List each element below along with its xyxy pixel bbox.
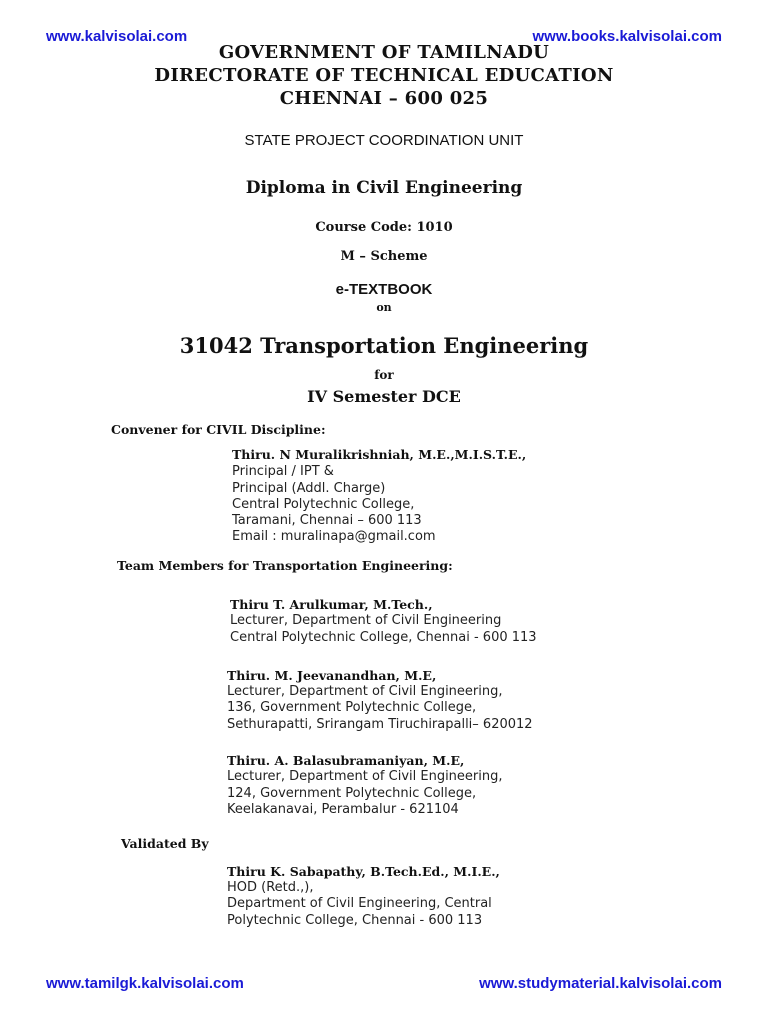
team-member-line: 124, Government Polytechnic College,: [227, 786, 477, 801]
books-kalvisolai-link[interactable]: www.books.kalvisolai.com: [532, 28, 722, 45]
kalvisolai-link[interactable]: www.kalvisolai.com: [46, 28, 188, 45]
diploma-title: Diploma in Civil Engineering: [245, 178, 523, 198]
on-label: on: [376, 301, 392, 314]
validator-line: Department of Civil Engineering, Central: [227, 896, 492, 911]
validator-name: Thiru K. Sabapathy, B.Tech.Ed., M.I.E.,: [227, 864, 500, 879]
convener-line: Central Polytechnic College,: [232, 497, 415, 512]
for-label: for: [374, 368, 394, 382]
team-member-line: 136, Government Polytechnic College,: [227, 700, 477, 715]
team-member-name: Thiru. M. Jeevanandhan, M.E,: [227, 668, 437, 683]
studymaterial-kalvisolai-link[interactable]: www.studymaterial.kalvisolai.com: [479, 975, 722, 992]
convener-line: Principal (Addl. Charge): [232, 481, 386, 496]
team-member-line: Lecturer, Department of Civil Engineering: [230, 613, 502, 628]
tamilgk-kalvisolai-link[interactable]: www.tamilgk.kalvisolai.com: [46, 975, 244, 992]
header-city: CHENNAI – 600 025: [279, 88, 489, 109]
etextbook-label: e-TEXTBOOK: [335, 281, 433, 298]
team-member-line: Lecturer, Department of Civil Engineering,: [227, 684, 503, 699]
convener-line: Taramani, Chennai – 600 113: [232, 513, 422, 528]
scheme: M – Scheme: [340, 249, 428, 264]
team-member-line: Sethurapatti, Srirangam Tiruchirapalli– 620012: [227, 717, 533, 732]
convener-name: Thiru. N Muralikrishniah, M.E.,M.I.S.T.E.,: [232, 447, 527, 462]
state-project-unit: STATE PROJECT COORDINATION UNIT: [244, 132, 524, 149]
course-code: Course Code: 1010: [315, 220, 453, 235]
team-member-name: Thiru T. Arulkumar, M.Tech.,: [230, 597, 433, 612]
subject-title: 31042 Transportation Engineering: [179, 333, 589, 358]
convener-email: Email : muralinapa@gmail.com: [232, 529, 436, 544]
team-member-line: Keelakanavai, Perambalur - 621104: [227, 802, 459, 817]
validator-line: Polytechnic College, Chennai - 600 113: [227, 913, 483, 928]
team-member-name: Thiru. A. Balasubramaniyan, M.E,: [227, 753, 465, 768]
validated-label: Validated By: [121, 836, 209, 851]
team-member-line: Central Polytechnic College, Chennai - 600 113: [230, 630, 537, 645]
semester-label: IV Semester DCE: [307, 387, 461, 406]
header-government: GOVERNMENT OF TAMILNADU: [218, 42, 550, 63]
team-label: Team Members for Transportation Engineering:: [117, 558, 453, 573]
team-member-line: Lecturer, Department of Civil Engineering,: [227, 769, 503, 784]
header-directorate: DIRECTORATE OF TECHNICAL EDUCATION: [154, 65, 614, 86]
convener-line: Principal / IPT &: [232, 464, 334, 479]
convener-label: Convener for CIVIL Discipline:: [111, 422, 326, 437]
validator-line: HOD (Retd.,),: [227, 880, 314, 895]
